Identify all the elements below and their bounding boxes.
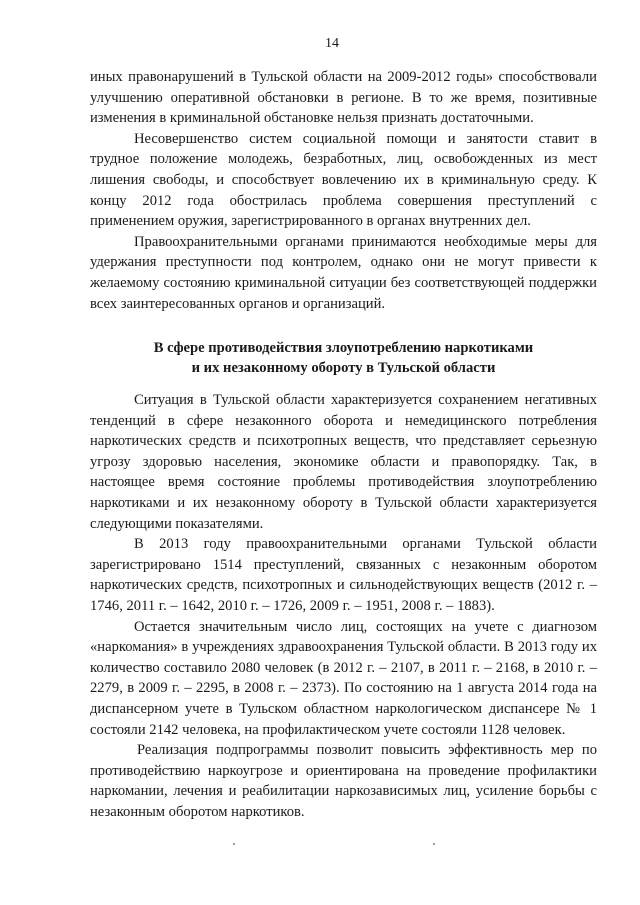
paragraph-3: Правоохранительными органами принимаются необходимые меры для удержания преступности под контролем, однако они не могут привести к желаемому состоянию криминальной ситуации без соответствующей поддержки всех заинтересованных органов и организаций. (90, 233, 597, 312)
section-heading-line-2: и их незаконному обороту в Тульской области (191, 360, 496, 376)
section-heading-line-1: В сфере противодействия злоупотреблению наркотиками (153, 340, 534, 356)
text-section-2 (90, 390, 597, 822)
scan-speck (233, 843, 235, 845)
scan-speck (433, 843, 435, 845)
text-section-1 (90, 67, 597, 314)
paragraph-2: Несовершенство систем социальной помощи и занятости ставит в трудное положение молодежь, безработных, лиц, освобожденных из мест лишения свободы, и способствует вовлечению их в криминальную среду. К концу 2012 года обострилась проблема совершения преступлений с применением оружия, зарегистрированного в органах внутренних дел. (90, 130, 597, 230)
paragraph-1: иных правонарушений в Тульской области на 2009-2012 годы» способствовали улучшению оперативной обстановки в регионе. В то же время, позитивные изменения в криминальной обстановке нельзя признать достаточными. (90, 69, 597, 127)
page-number: 14 (325, 36, 339, 51)
section-heading (90, 338, 597, 378)
paragraph-7: Реализация подпрограммы позволит повысить эффективность мер по противодействию наркоугрозе и ориентирована на проведение профилактики наркомании, лечения и реабилитации наркозависимых лиц, усиление борьбы с незаконным оборотом наркотиков. (90, 742, 597, 820)
paragraph-5: В 2013 году правоохранительными органами Тульской области зарегистрировано 1514 преступлений, связанных с незаконным оборотом наркотических средств, психотропных и сильнодействующих веществ (2012 г. – 1746, 2011 г. – 1642, 2010 г. – 1726, 2009 г. – 1951, 2008 г. – 1883). (90, 536, 597, 614)
paragraph-4: Ситуация в Тульской области характеризуется сохранением негативных тенденций в сфере незаконного оборота и немедицинского потребления наркотических средств и психотропных веществ, что представляет серьезную угрозу здоровью населения, экономике области и правопорядку. Так, в настоящее время состояние проблемы противодействия злоупотреблению наркотиками и их незаконному обороту в Тульской области характеризуется следующими показателями. (90, 392, 597, 532)
paragraph-6: Остается значительным число лиц, состоящих на учете с диагнозом «наркомания» в учреждениях здравоохранения Тульской области. В 2013 году их количество составило 2080 человек (в 2012 г. – 2107, в 2011 г. – 2168, в 2010 г. – 2279, в 2009 г. – 2295, в 2008 г. – 2373). По состоянию на 1 августа 2014 года на диспансерном учете в Тульском областном наркологическом диспансере № 1 состояли 2142 человека, на профилактическом учете состояли 1128 человек. (90, 618, 597, 738)
